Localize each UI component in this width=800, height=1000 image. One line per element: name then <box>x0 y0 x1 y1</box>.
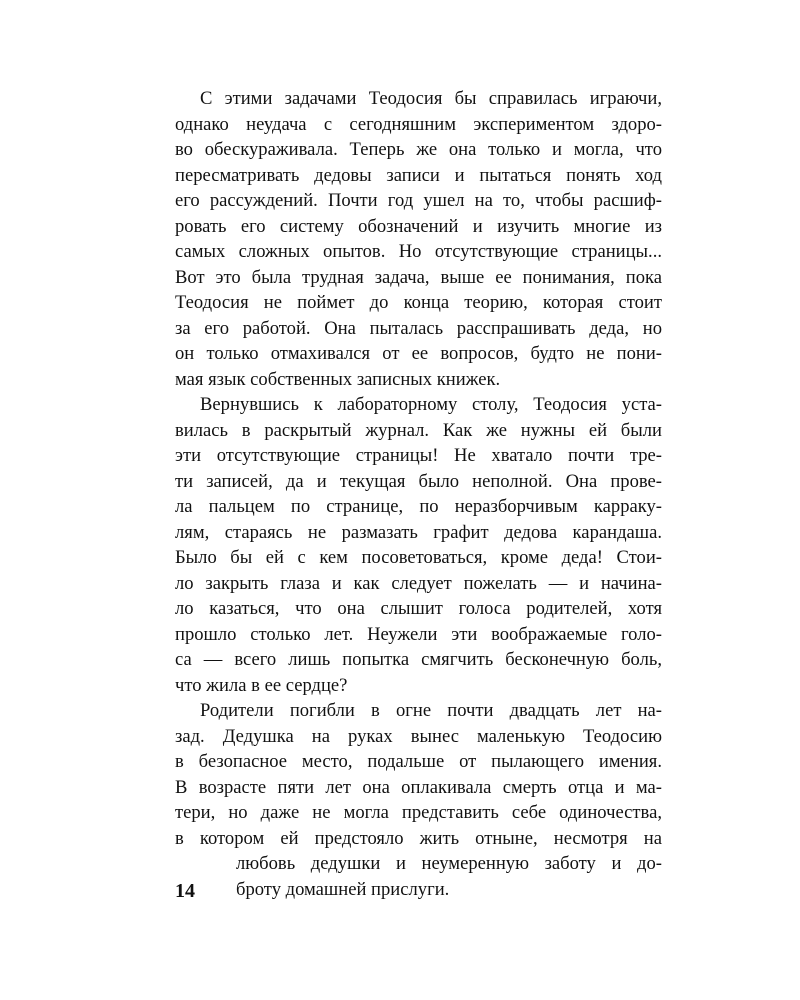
text-line: ло казаться, что она слышит голоса родителей, хотя <box>175 598 662 619</box>
text-line: ла пальцем по странице, по неразборчивым карраку- <box>175 496 662 517</box>
text-line: его рассуждений. Почти год ушел на то, чтобы расшиф- <box>175 190 662 211</box>
text-line: прошло столько лет. Неужели эти воображаемые голо- <box>175 623 662 645</box>
text-line: са — всего лишь попытка смягчить бесконечную боль, <box>175 649 662 670</box>
text-line: зад. Дедушка на руках вынес маленькую Теодосию <box>175 725 662 747</box>
body-text <box>175 86 662 902</box>
text-line: Вот это была трудная задача, выше ее понимания, пока <box>175 266 662 288</box>
text-line: в безопасное место, подальше от пылающего имения. <box>175 751 662 772</box>
text-line: С этими задачами Теодосия бы справилась играючи, <box>200 88 662 109</box>
text-line: броту домашней прислуги. <box>236 878 450 900</box>
text-line: ти записей, да и текущая было неполной. Она прове- <box>175 470 662 492</box>
page-number: 14 <box>175 880 195 902</box>
text-line: вилась в раскрытый журнал. Как же нужны ей были <box>175 419 662 441</box>
text-line: за его работой. Она пыталась расспрашивать деда, но <box>175 317 662 339</box>
text-line: Теодосия не поймет до конца теорию, которая стоит <box>175 292 662 313</box>
text-line: Вернувшись к лабораторному столу, Теодосия уста- <box>200 394 662 415</box>
text-line: тери, но даже не могла представить себе одиночества, <box>175 802 662 823</box>
text-line: лям, стараясь не размазать графит дедова карандаша. <box>175 521 662 543</box>
text-line: он только отмахивался от ее вопросов, будто не пони- <box>175 343 662 364</box>
text-line: во обескураживала. Теперь же она только и могла, что <box>175 139 662 160</box>
text-line: ровать его систему обозначений и изучить многие из <box>175 215 662 237</box>
text-line: мая язык собственных записных книжек. <box>175 368 501 390</box>
text-line: самых сложных опытов. Но отсутствующие страницы... <box>175 241 662 262</box>
text-line: В возрасте пяти лет она оплакивала смерть отца и ма- <box>175 776 662 798</box>
text-line: эти отсутствующие страницы! Не хватало почти тре- <box>175 445 662 466</box>
text-line: пересматривать дедовы записи и пытаться понять ход <box>175 164 662 186</box>
text-line: что жила в ее сердце? <box>175 674 348 696</box>
text-line: в котором ей предстояло жить отныне, несмотря на <box>175 827 662 849</box>
text-line: ло закрыть глаза и как следует пожелать — и начина- <box>175 572 662 594</box>
text-line: однако неудача с сегодняшним экспериментом здоро- <box>175 113 662 135</box>
text-line: Родители погибли в огне почти двадцать лет на- <box>200 700 662 721</box>
text-line: Было бы ей с кем посоветоваться, кроме деда! Стои- <box>175 547 662 568</box>
text-line: любовь дедушки и неумеренную заботу и до- <box>236 853 662 874</box>
